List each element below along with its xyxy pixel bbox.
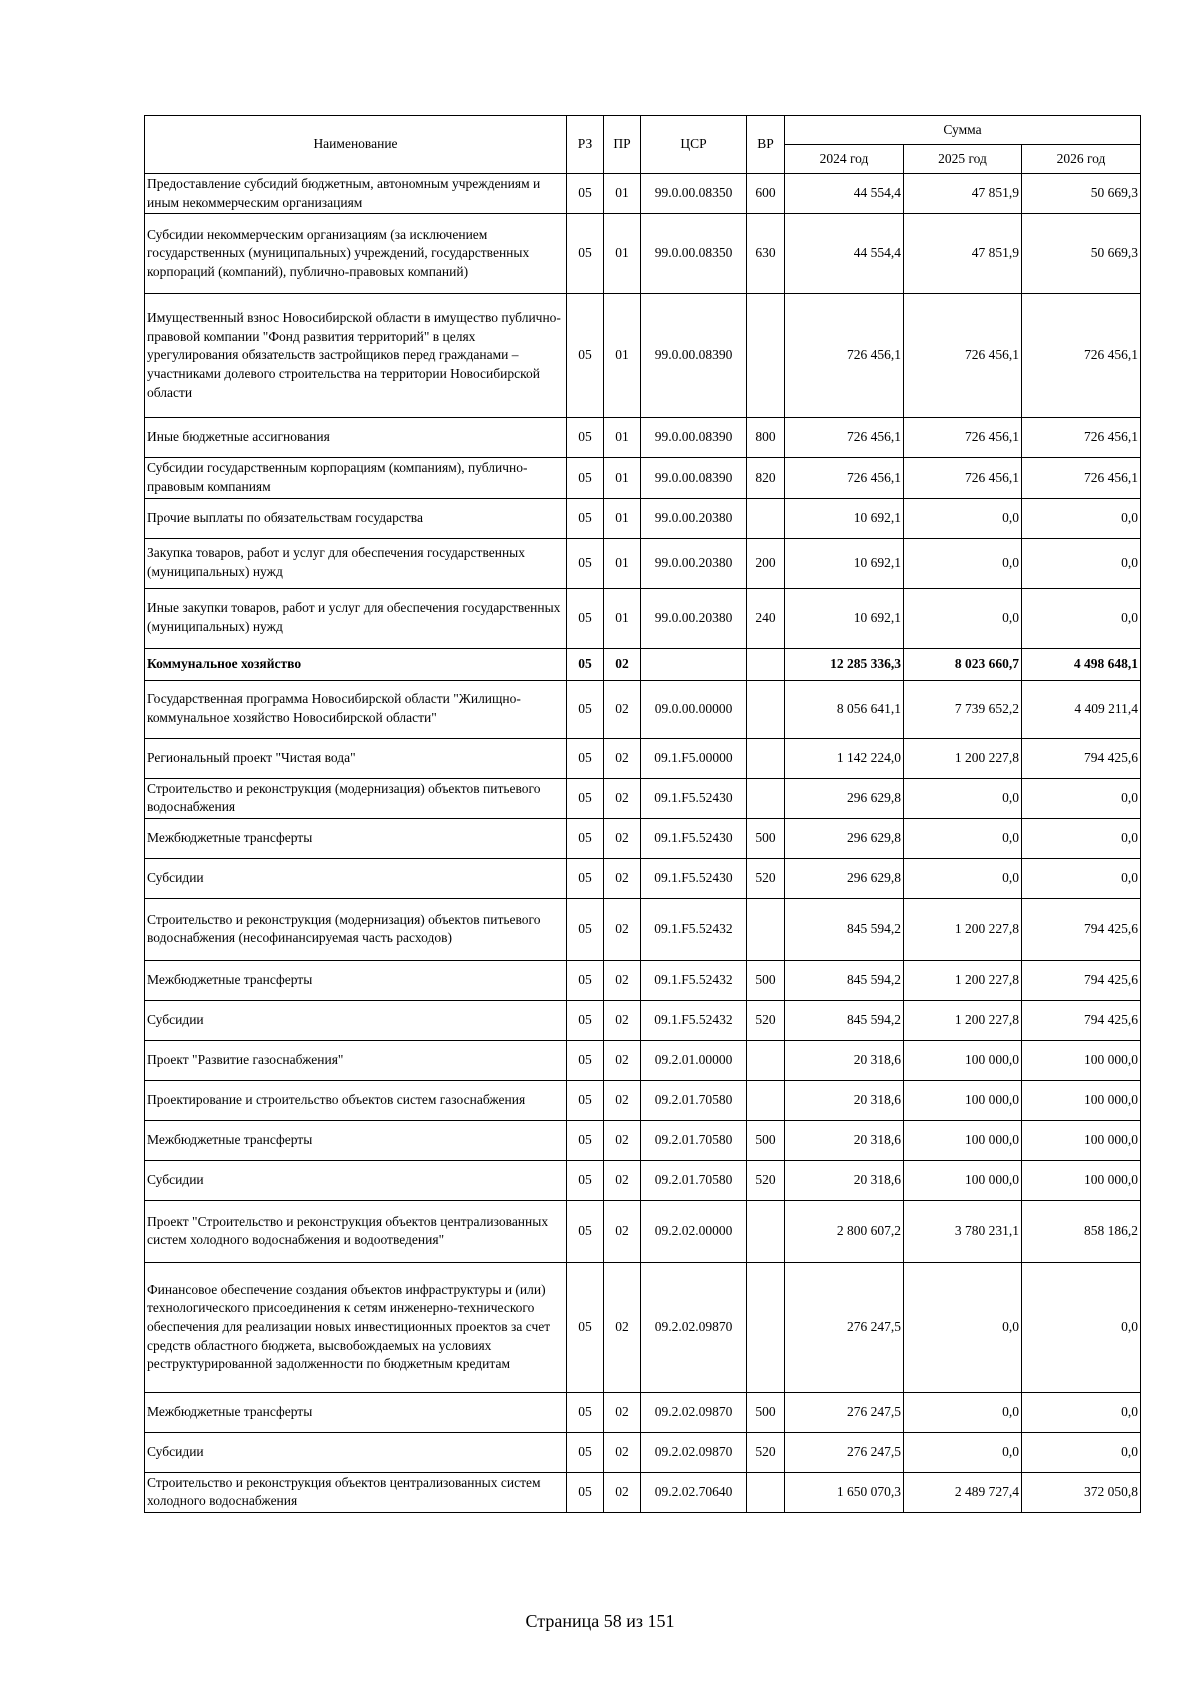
- table-cell-2024: 296 629,8: [785, 858, 904, 898]
- header-rz: РЗ: [567, 116, 604, 174]
- table-cell-pr: 02: [604, 1160, 641, 1200]
- table-cell-vr: 500: [747, 960, 785, 1000]
- table-cell-vr: 200: [747, 538, 785, 588]
- table-cell-2025: 0,0: [904, 778, 1022, 818]
- table-cell-csr: 99.0.00.20380: [641, 588, 747, 648]
- table-row: [145, 680, 1141, 738]
- table-cell-name: Проект "Строительство и реконструкция объектов централизованных систем холодного водоснабжения и водоотведения": [145, 1200, 567, 1262]
- table-cell-csr: 09.1.F5.52430: [641, 858, 747, 898]
- table-cell-rz: 05: [567, 1200, 604, 1262]
- table-cell-2026: 4 498 648,1: [1022, 648, 1141, 680]
- table-cell-2026: 794 425,6: [1022, 960, 1141, 1000]
- table-cell-2024: 845 594,2: [785, 898, 904, 960]
- table-cell-vr: [747, 648, 785, 680]
- table-row: [145, 214, 1141, 294]
- table-cell-pr: 02: [604, 1000, 641, 1040]
- table-cell-2026: 858 186,2: [1022, 1200, 1141, 1262]
- table-cell-2026: 4 409 211,4: [1022, 680, 1141, 738]
- table-cell-2025: 100 000,0: [904, 1160, 1022, 1200]
- table-cell-2024: 276 247,5: [785, 1392, 904, 1432]
- table-cell-2025: 0,0: [904, 1392, 1022, 1432]
- table-cell-rz: 05: [567, 818, 604, 858]
- table-cell-pr: 02: [604, 1262, 641, 1392]
- table-cell-2025: 726 456,1: [904, 294, 1022, 418]
- table-cell-rz: 05: [567, 458, 604, 498]
- header-csr: ЦСР: [641, 116, 747, 174]
- table-cell-2024: 276 247,5: [785, 1262, 904, 1392]
- header-vr: ВР: [747, 116, 785, 174]
- table-cell-csr: 09.2.01.70580: [641, 1120, 747, 1160]
- table-cell-rz: 05: [567, 738, 604, 778]
- table-cell-vr: [747, 1262, 785, 1392]
- table-cell-2025: 8 023 660,7: [904, 648, 1022, 680]
- table-cell-2026: 0,0: [1022, 818, 1141, 858]
- table-cell-rz: 05: [567, 1392, 604, 1432]
- table-cell-vr: 520: [747, 1432, 785, 1472]
- table-cell-vr: 520: [747, 858, 785, 898]
- table-cell-pr: 02: [604, 1392, 641, 1432]
- table-cell-name: Межбюджетные трансферты: [145, 960, 567, 1000]
- table-cell-2025: 0,0: [904, 538, 1022, 588]
- table-cell-rz: 05: [567, 778, 604, 818]
- table-cell-2025: 7 739 652,2: [904, 680, 1022, 738]
- header-year-2026: 2026 год: [1022, 145, 1141, 174]
- table-cell-vr: 520: [747, 1160, 785, 1200]
- table-cell-csr: 99.0.00.08350: [641, 214, 747, 294]
- table-cell-csr: 09.2.02.09870: [641, 1392, 747, 1432]
- table-cell-2025: 3 780 231,1: [904, 1200, 1022, 1262]
- table-cell-csr: 09.2.02.09870: [641, 1262, 747, 1392]
- table-cell-2026: 726 456,1: [1022, 294, 1141, 418]
- table-cell-pr: 02: [604, 1200, 641, 1262]
- table-cell-name: Прочие выплаты по обязательствам государства: [145, 498, 567, 538]
- table-cell-csr: 09.2.01.00000: [641, 1040, 747, 1080]
- table-row: [145, 1160, 1141, 1200]
- table-cell-csr: 99.0.00.20380: [641, 498, 747, 538]
- table-cell-2025: 0,0: [904, 1262, 1022, 1392]
- table-cell-2025: 0,0: [904, 1432, 1022, 1472]
- table-cell-rz: 05: [567, 648, 604, 680]
- table-cell-pr: 02: [604, 648, 641, 680]
- table-row: [145, 1000, 1141, 1040]
- table-cell-csr: 99.0.00.08390: [641, 418, 747, 458]
- table-cell-pr: 01: [604, 174, 641, 214]
- table-cell-2024: 8 056 641,1: [785, 680, 904, 738]
- table-cell-rz: 05: [567, 1120, 604, 1160]
- table-cell-rz: 05: [567, 1080, 604, 1120]
- table-cell-2024: 10 692,1: [785, 498, 904, 538]
- table-cell-pr: 02: [604, 898, 641, 960]
- table-cell-vr: 500: [747, 1392, 785, 1432]
- table-cell-vr: 520: [747, 1000, 785, 1040]
- table-cell-vr: [747, 1080, 785, 1120]
- table-row: [145, 174, 1141, 214]
- table-cell-2024: 1 142 224,0: [785, 738, 904, 778]
- table-cell-2024: 44 554,4: [785, 174, 904, 214]
- table-cell-name: Иные закупки товаров, работ и услуг для обеспечения государственных (муниципальных) нужд: [145, 588, 567, 648]
- table-cell-csr: 99.0.00.08390: [641, 458, 747, 498]
- table-cell-pr: 02: [604, 1040, 641, 1080]
- table-cell-2025: 47 851,9: [904, 214, 1022, 294]
- table-cell-vr: 630: [747, 214, 785, 294]
- table-cell-rz: 05: [567, 214, 604, 294]
- table-cell-pr: 01: [604, 418, 641, 458]
- table-cell-2024: 10 692,1: [785, 588, 904, 648]
- table-cell-name: Имущественный взнос Новосибирской области в имущество публично-правовой компании "Фонд развития территорий" в целях урегулирования обязательств застройщиков перед гражданами – участниками долевого строительства на территории Новосибирской области: [145, 294, 567, 418]
- table-row: [145, 898, 1141, 960]
- table-cell-2025: 0,0: [904, 858, 1022, 898]
- header-sum: Сумма: [785, 116, 1141, 145]
- table-row: [145, 858, 1141, 898]
- table-cell-2024: 845 594,2: [785, 960, 904, 1000]
- budget-table: [144, 115, 1141, 1513]
- table-cell-2024: 2 800 607,2: [785, 1200, 904, 1262]
- table-cell-pr: 01: [604, 458, 641, 498]
- table-cell-pr: 02: [604, 1080, 641, 1120]
- table-cell-name: Субсидии: [145, 1432, 567, 1472]
- table-cell-2024: 726 456,1: [785, 294, 904, 418]
- table-cell-vr: [747, 294, 785, 418]
- table-cell-name: Межбюджетные трансферты: [145, 818, 567, 858]
- table-cell-2024: 20 318,6: [785, 1120, 904, 1160]
- table-cell-2026: 50 669,3: [1022, 174, 1141, 214]
- table-cell-rz: 05: [567, 1000, 604, 1040]
- table-cell-name: Финансовое обеспечение создания объектов инфраструктуры и (или) технологического присоединения к сетям инженерно-технического обеспечения для реализации новых инвестиционных проектов за счет средств областного бюджета, высвобождаемых на условиях реструктурированной задолженности по бюджетным кредитам: [145, 1262, 567, 1392]
- table-cell-name: Субсидии: [145, 1160, 567, 1200]
- table-cell-2026: 372 050,8: [1022, 1472, 1141, 1512]
- header-year-2025: 2025 год: [904, 145, 1022, 174]
- table-cell-vr: [747, 498, 785, 538]
- table-cell-2024: 20 318,6: [785, 1160, 904, 1200]
- table-cell-2025: 100 000,0: [904, 1120, 1022, 1160]
- header-name: Наименование: [145, 116, 567, 174]
- table-cell-rz: 05: [567, 418, 604, 458]
- table-cell-csr: 99.0.00.08350: [641, 174, 747, 214]
- table-cell-2026: 0,0: [1022, 858, 1141, 898]
- table-cell-name: Субсидии: [145, 858, 567, 898]
- table-cell-rz: 05: [567, 174, 604, 214]
- table-cell-2026: 100 000,0: [1022, 1160, 1141, 1200]
- table-cell-2026: 0,0: [1022, 538, 1141, 588]
- table-cell-vr: [747, 1472, 785, 1512]
- table-cell-name: Иные бюджетные ассигнования: [145, 418, 567, 458]
- table-cell-2025: 1 200 227,8: [904, 898, 1022, 960]
- table-cell-2026: 0,0: [1022, 778, 1141, 818]
- table-cell-2025: 100 000,0: [904, 1040, 1022, 1080]
- table-cell-2025: 726 456,1: [904, 418, 1022, 458]
- table-row: [145, 538, 1141, 588]
- table-cell-pr: 01: [604, 588, 641, 648]
- table-cell-vr: [747, 1040, 785, 1080]
- table-cell-rz: 05: [567, 858, 604, 898]
- page-number: Страница 58 из 151: [525, 1611, 675, 1631]
- table-cell-vr: 240: [747, 588, 785, 648]
- table-cell-2025: 0,0: [904, 498, 1022, 538]
- table-cell-csr: 09.1.F5.52430: [641, 778, 747, 818]
- table-cell-pr: 01: [604, 498, 641, 538]
- table-cell-2026: 794 425,6: [1022, 738, 1141, 778]
- table-cell-pr: 02: [604, 1472, 641, 1512]
- table-cell-csr: 09.2.01.70580: [641, 1160, 747, 1200]
- table-cell-2026: 794 425,6: [1022, 1000, 1141, 1040]
- table-row: [145, 498, 1141, 538]
- table-cell-2024: 12 285 336,3: [785, 648, 904, 680]
- table-cell-rz: 05: [567, 1040, 604, 1080]
- table-cell-rz: 05: [567, 1160, 604, 1200]
- header-pr: ПР: [604, 116, 641, 174]
- table-row: [145, 738, 1141, 778]
- table-cell-2026: 0,0: [1022, 1432, 1141, 1472]
- table-row: [145, 1392, 1141, 1432]
- table-cell-vr: 500: [747, 1120, 785, 1160]
- table-row: [145, 418, 1141, 458]
- table-cell-csr: 09.2.02.70640: [641, 1472, 747, 1512]
- table-cell-2024: 10 692,1: [785, 538, 904, 588]
- table-cell-pr: 01: [604, 294, 641, 418]
- table-row: [145, 648, 1141, 680]
- table-cell-name: Региональный проект "Чистая вода": [145, 738, 567, 778]
- table-cell-2026: 0,0: [1022, 498, 1141, 538]
- table-cell-2026: 0,0: [1022, 1262, 1141, 1392]
- table-cell-pr: 02: [604, 818, 641, 858]
- table-cell-csr: 09.2.01.70580: [641, 1080, 747, 1120]
- table-row: [145, 1472, 1141, 1512]
- table-cell-2026: 726 456,1: [1022, 418, 1141, 458]
- table-cell-2024: 726 456,1: [785, 458, 904, 498]
- table-cell-csr: 99.0.00.08390: [641, 294, 747, 418]
- table-cell-name: Коммунальное хозяйство: [145, 648, 567, 680]
- table-cell-rz: 05: [567, 1262, 604, 1392]
- table-cell-name: Субсидии государственным корпорациям (компаниям), публично-правовым компаниям: [145, 458, 567, 498]
- table-row: [145, 778, 1141, 818]
- table-row: [145, 588, 1141, 648]
- table-cell-2026: 100 000,0: [1022, 1040, 1141, 1080]
- table-cell-2025: 1 200 227,8: [904, 1000, 1022, 1040]
- table-cell-pr: 01: [604, 214, 641, 294]
- table-cell-vr: 500: [747, 818, 785, 858]
- table-cell-vr: [747, 680, 785, 738]
- table-cell-2024: 276 247,5: [785, 1432, 904, 1472]
- table-cell-2024: 296 629,8: [785, 778, 904, 818]
- table-row: [145, 294, 1141, 418]
- table-cell-pr: 02: [604, 960, 641, 1000]
- table-cell-vr: [747, 898, 785, 960]
- table-cell-name: Межбюджетные трансферты: [145, 1120, 567, 1160]
- table-cell-2025: 0,0: [904, 818, 1022, 858]
- header-year-2024: 2024 год: [785, 145, 904, 174]
- table-cell-2024: 20 318,6: [785, 1080, 904, 1120]
- table-cell-2026: 726 456,1: [1022, 458, 1141, 498]
- table-cell-vr: [747, 1200, 785, 1262]
- table-cell-2026: 794 425,6: [1022, 898, 1141, 960]
- table-cell-2024: 296 629,8: [785, 818, 904, 858]
- table-cell-2026: 50 669,3: [1022, 214, 1141, 294]
- table-cell-rz: 05: [567, 680, 604, 738]
- table-cell-rz: 05: [567, 1432, 604, 1472]
- table-cell-name: Субсидии некоммерческим организациям (за исключением государственных (муниципальных) учреждений, государственных корпораций (компаний), публично-правовых компаний): [145, 214, 567, 294]
- table-cell-2024: 845 594,2: [785, 1000, 904, 1040]
- table-cell-vr: 820: [747, 458, 785, 498]
- table-cell-rz: 05: [567, 1472, 604, 1512]
- table-cell-pr: 02: [604, 1120, 641, 1160]
- table-cell-pr: 02: [604, 778, 641, 818]
- table-row: [145, 1262, 1141, 1392]
- table-cell-csr: 09.1.F5.52432: [641, 1000, 747, 1040]
- table-cell-vr: [747, 738, 785, 778]
- table-row: [145, 818, 1141, 858]
- table-cell-2026: 0,0: [1022, 588, 1141, 648]
- table-body: [145, 174, 1141, 1513]
- table-row: [145, 1040, 1141, 1080]
- table-cell-name: Проектирование и строительство объектов систем газоснабжения: [145, 1080, 567, 1120]
- table-row: [145, 960, 1141, 1000]
- table-cell-csr: 09.1.F5.52432: [641, 898, 747, 960]
- table-row: [145, 1200, 1141, 1262]
- table-cell-2025: 1 200 227,8: [904, 738, 1022, 778]
- table-row: [145, 1120, 1141, 1160]
- table-header: [145, 116, 1141, 174]
- table-cell-csr: 09.0.00.00000: [641, 680, 747, 738]
- table-cell-2025: 2 489 727,4: [904, 1472, 1022, 1512]
- table-cell-name: Государственная программа Новосибирской области "Жилищно-коммунальное хозяйство Новосибирской области": [145, 680, 567, 738]
- table-cell-2025: 100 000,0: [904, 1080, 1022, 1120]
- table-cell-name: Субсидии: [145, 1000, 567, 1040]
- table-cell-vr: 600: [747, 174, 785, 214]
- table-cell-name: Межбюджетные трансферты: [145, 1392, 567, 1432]
- table-cell-csr: [641, 648, 747, 680]
- table-row: [145, 458, 1141, 498]
- table-cell-pr: 02: [604, 680, 641, 738]
- table-cell-2025: 0,0: [904, 588, 1022, 648]
- table-cell-2025: 47 851,9: [904, 174, 1022, 214]
- table-cell-pr: 02: [604, 858, 641, 898]
- table-cell-2026: 0,0: [1022, 1392, 1141, 1432]
- table-cell-name: Строительство и реконструкция (модернизация) объектов питьевого водоснабжения (несофинансируемая часть расходов): [145, 898, 567, 960]
- table-cell-2025: 1 200 227,8: [904, 960, 1022, 1000]
- table-cell-vr: [747, 778, 785, 818]
- table-cell-pr: 02: [604, 738, 641, 778]
- table-cell-2024: 1 650 070,3: [785, 1472, 904, 1512]
- table-cell-pr: 01: [604, 538, 641, 588]
- table-cell-2026: 100 000,0: [1022, 1080, 1141, 1120]
- table-cell-name: Проект "Развитие газоснабжения": [145, 1040, 567, 1080]
- table-cell-2024: 20 318,6: [785, 1040, 904, 1080]
- table-cell-name: Предоставление субсидий бюджетным, автономным учреждениям и иным некоммерческим организациям: [145, 174, 567, 214]
- table-row: [145, 1080, 1141, 1120]
- table-cell-name: Строительство и реконструкция (модернизация) объектов питьевого водоснабжения: [145, 778, 567, 818]
- table-cell-name: Закупка товаров, работ и услуг для обеспечения государственных (муниципальных) нужд: [145, 538, 567, 588]
- table-cell-2024: 726 456,1: [785, 418, 904, 458]
- table-cell-rz: 05: [567, 538, 604, 588]
- table-cell-2024: 44 554,4: [785, 214, 904, 294]
- table-cell-2025: 726 456,1: [904, 458, 1022, 498]
- table-cell-csr: 09.2.02.00000: [641, 1200, 747, 1262]
- table-cell-rz: 05: [567, 588, 604, 648]
- table-cell-name: Строительство и реконструкция объектов централизованных систем холодного водоснабжения: [145, 1472, 567, 1512]
- table-cell-csr: 09.1.F5.52430: [641, 818, 747, 858]
- table-cell-rz: 05: [567, 498, 604, 538]
- table-cell-csr: 09.1.F5.52432: [641, 960, 747, 1000]
- table-cell-rz: 05: [567, 960, 604, 1000]
- table-cell-rz: 05: [567, 294, 604, 418]
- table-cell-rz: 05: [567, 898, 604, 960]
- table-cell-csr: 09.1.F5.00000: [641, 738, 747, 778]
- table-row: [145, 1432, 1141, 1472]
- table-cell-pr: 02: [604, 1432, 641, 1472]
- table-cell-csr: 09.2.02.09870: [641, 1432, 747, 1472]
- table-cell-vr: 800: [747, 418, 785, 458]
- table-cell-csr: 99.0.00.20380: [641, 538, 747, 588]
- table-cell-2026: 100 000,0: [1022, 1120, 1141, 1160]
